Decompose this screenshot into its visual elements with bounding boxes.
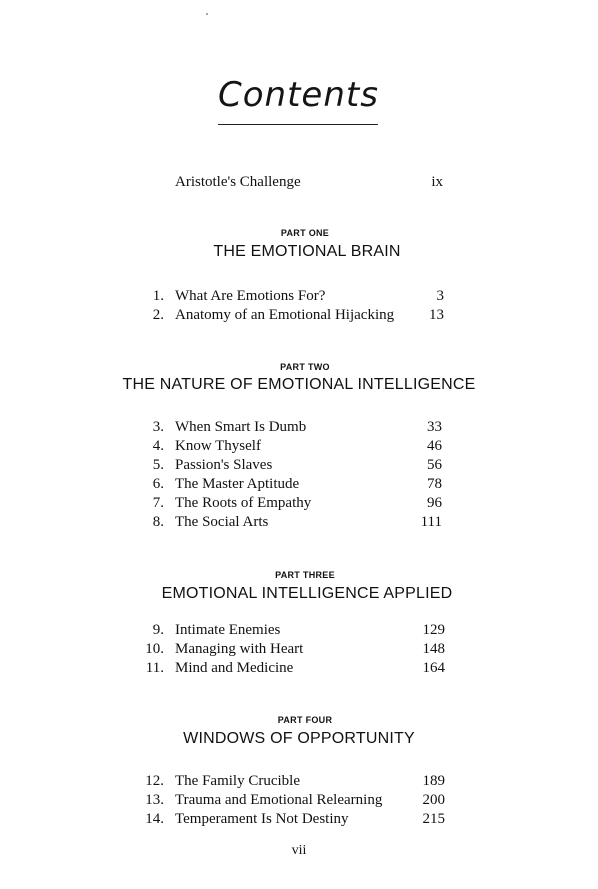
- chapter-page: 129: [422, 622, 445, 638]
- dust-speck: [206, 13, 208, 15]
- chapter-title: The Social Arts: [175, 514, 269, 530]
- chapter-title: Passion's Slaves: [175, 457, 273, 473]
- chapter-number: 9.: [152, 622, 164, 638]
- chapter-page: 33: [427, 419, 442, 435]
- chapter-number: 2.: [152, 307, 164, 323]
- page-title: Contents: [218, 75, 379, 115]
- chapter-page: 189: [422, 773, 445, 789]
- part-two-label: PART TWO: [280, 362, 330, 372]
- chapter-title: What Are Emotions For?: [175, 288, 326, 304]
- part-three-label: PART THREE: [275, 570, 335, 580]
- part-four-title: WINDOWS OF OPPORTUNITY: [183, 730, 415, 747]
- chapter-number: 10.: [145, 641, 164, 657]
- chapter-title: Anatomy of an Emotional Hijacking: [175, 307, 395, 323]
- chapter-title: Intimate Enemies: [175, 622, 281, 638]
- chapter-page: 148: [422, 641, 445, 657]
- chapter-title: Mind and Medicine: [175, 660, 294, 676]
- chapter-number: 13.: [145, 792, 164, 808]
- chapter-number: 4.: [152, 438, 164, 454]
- chapter-title: Temperament Is Not Destiny: [175, 811, 349, 827]
- chapter-page: 3: [436, 288, 444, 304]
- part-one-title: THE EMOTIONAL BRAIN: [213, 243, 401, 260]
- chapter-page: 164: [422, 660, 445, 676]
- chapter-page: 96: [427, 495, 442, 511]
- chapter-number: 6.: [152, 476, 164, 492]
- chapter-number: 12.: [145, 773, 164, 789]
- chapter-page: 13: [429, 307, 444, 323]
- chapter-number: 8.: [152, 514, 164, 530]
- chapter-number: 3.: [152, 419, 164, 435]
- chapter-title: The Roots of Empathy: [175, 495, 312, 511]
- part-two-title: THE NATURE OF EMOTIONAL INTELLIGENCE: [122, 376, 476, 393]
- page-folio: vii: [291, 843, 307, 858]
- chapter-page: 111: [420, 514, 442, 530]
- chapter-page: 200: [422, 792, 445, 808]
- chapter-page: 215: [422, 811, 445, 827]
- chapter-number: 14.: [145, 811, 164, 827]
- chapter-title: When Smart Is Dumb: [175, 419, 307, 435]
- chapter-title: Know Thyself: [175, 438, 261, 454]
- chapter-number: 11.: [145, 660, 164, 676]
- chapter-title: Trauma and Emotional Relearning: [175, 792, 383, 808]
- chapter-title: Managing with Heart: [175, 641, 304, 657]
- part-three-title: EMOTIONAL INTELLIGENCE APPLIED: [161, 585, 453, 602]
- toc-entry-page: ix: [431, 174, 443, 190]
- chapter-number: 1.: [152, 288, 164, 304]
- part-one-label: PART ONE: [280, 228, 330, 238]
- chapter-page: 78: [427, 476, 442, 492]
- toc-entry-title: Aristotle's Challenge: [175, 174, 301, 190]
- part-four-label: PART FOUR: [277, 715, 333, 725]
- chapter-page: 56: [427, 457, 442, 473]
- chapter-title: The Master Aptitude: [175, 476, 300, 492]
- title-underline: [218, 124, 378, 125]
- chapter-number: 7.: [152, 495, 164, 511]
- toc-entry-prologue[interactable]: [175, 173, 455, 191]
- chapter-title: The Family Crucible: [175, 773, 300, 789]
- chapter-page: 46: [427, 438, 442, 454]
- chapter-number: 5.: [152, 457, 164, 473]
